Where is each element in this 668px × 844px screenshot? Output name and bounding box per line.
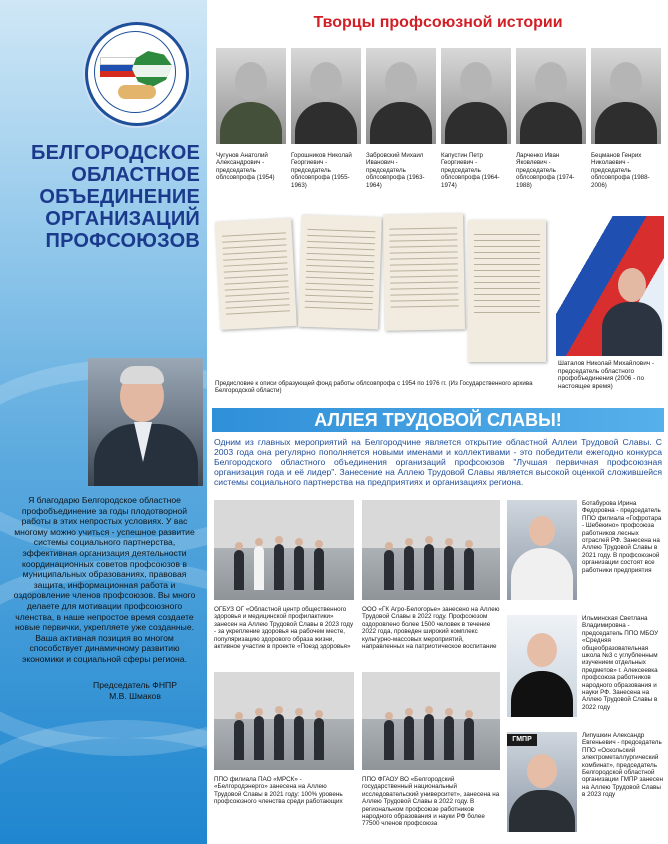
portrait-shatalov bbox=[556, 216, 664, 356]
portrait-botaburova bbox=[507, 500, 577, 600]
founder-card bbox=[291, 48, 361, 189]
current-chair-caption: Шаталов Николай Михайлович - председатель областного профобъединения (2006 - по настоящее время) bbox=[558, 360, 654, 390]
leader-caption: Ильминская Светлана Владимировна - председатель ППО МБОУ «Средняя общеобразовательная школа №3 с углубленным изучением отдельных предметов» г. Алексеевка профсоюза работников народного образования и науки РФ. Занесена на Аллею Трудовой Славы в 2022 году bbox=[582, 615, 659, 711]
founder-photo bbox=[291, 48, 361, 144]
founder-caption: Капустин Петр Георгиевич - председатель облсовпрофа (1964-1974) bbox=[441, 152, 500, 189]
alley-banner: АЛЛЕЯ ТРУДОВОЙ СЛАВЫ! bbox=[212, 408, 664, 432]
photo-caption: ППО филиала ПАО «МРСК» - «Белгородэнерго» занесена на Аллею Трудовой Славы в 2021 году: 100% уровень профсоюзного членства среди работающих bbox=[214, 776, 343, 806]
quote-signature bbox=[70, 680, 200, 701]
signature-role: Председатель ФНПР bbox=[93, 680, 177, 690]
leader-caption: Липушкин Александр Евгеньевич - председатель ППО «Оскольский электрометаллургический комбинат», председатель Белгородской областной организации ГМПР занесен на Аллею Трудовой Славы в 2023 году bbox=[582, 732, 663, 799]
signature-name: М.В. Шмаков bbox=[109, 690, 161, 701]
founder-photo bbox=[441, 48, 511, 144]
russian-flag-icon bbox=[100, 57, 138, 75]
founder-card bbox=[516, 48, 586, 189]
portrait-ilminskaya bbox=[507, 615, 577, 717]
founder-card bbox=[366, 48, 436, 189]
leader-caption: Ботабурова Ирина Федоровна - председатель ППО филиала «Гофротара - Шебекино» профсоюза работников лесных отраслей РФ. Занесена на Аллею Трудовой Славы в 2021 году. В профсоюзной организации состоят все работники предприятия bbox=[582, 500, 662, 574]
founder-caption: Чугунов Анатолий Александрович - председатель облсовпрофа (1954) bbox=[216, 152, 275, 182]
portrait-shmakov bbox=[88, 358, 203, 486]
section-title-founders: Творцы профсоюзной истории bbox=[313, 14, 563, 31]
founders-row bbox=[212, 48, 664, 208]
archive-documents bbox=[212, 212, 550, 377]
handshake-icon bbox=[118, 85, 156, 99]
founder-photo bbox=[366, 48, 436, 144]
quote-text: Я благодарю Белгородское областное профобъединение за годы плодотворной работы в этих непростых условиях. У вас многому можно учиться - успешное развитие системы социального партнерства, эффективная организация деятельности координационных советов профсоюзов в муниципальных образованиях, правовая защита, информационная работа и оздоровление членов профсоюзов. Вы много делаете для мотивации профсоюзного членства, в наше непростое время создаете новые первички, укрепляете уже созданные. Ваша активная позиция во многом способствует динамичному развитию экономики и социальной сферы региона. bbox=[13, 495, 196, 664]
photo-caption: ООО «ГК Агро-Белогорье» занесено на Аллею Трудовой Славы в 2022 году. Профсоюзом оздоровлено более 1500 человек в течение 2022 года, проведен широкий комплекс культурно-массовых мероприятий, направленных на патриотическое воспитание bbox=[362, 606, 500, 651]
photo-caption: ОГБУЗ ОГ «Областной центр общественного здоровья и медицинской профилактики» занесен на Аллею Трудовой Славы в 2023 году - за укрепление здоровья на рабочем месте, популяризацию здорового образа жизни, активное участие в проекте «Поезд здоровья» bbox=[214, 606, 354, 651]
left-panel bbox=[0, 0, 207, 844]
founder-caption: Горошников Николай Георгиевич - председатель облсовпрофа (1955-1963) bbox=[291, 152, 352, 189]
photo-caption: ППО ФГАОУ ВО «Белгородский государственный национальный исследовательский университет», занесена на Аллею Трудовой Славы в 2022 году. В региональном профсоюзе работников народного образования и науки РФ более 77500 членов профсоюза bbox=[362, 776, 500, 828]
group-photo bbox=[362, 672, 500, 770]
archive-page bbox=[468, 220, 546, 362]
group-photo bbox=[214, 672, 354, 770]
group-photo bbox=[362, 500, 500, 600]
group-photo bbox=[214, 500, 354, 600]
founder-card bbox=[441, 48, 511, 189]
founder-card bbox=[216, 48, 286, 182]
org-title: БЕЛГОРОДСКОЕ ОБЛАСТНОЕ ОБЪЕДИНЕНИЕ ОРГАНИЗАЦИЙ ПРОФСОЮЗОВ bbox=[31, 142, 200, 252]
founder-caption: Забровский Михаил Иванович - председатель облсовпрофа (1963-1964) bbox=[366, 152, 425, 189]
founder-photo bbox=[516, 48, 586, 144]
founder-card bbox=[591, 48, 661, 189]
portrait-lipushkin bbox=[507, 732, 577, 832]
archive-page bbox=[298, 215, 382, 330]
gmpr-badge: ГМПР bbox=[507, 734, 537, 746]
archive-caption: Предисловие к описи образующей фонд работы облсовпрофа с 1954 по 1976 гг. (Из Государственного архива Белгородской области) bbox=[215, 380, 533, 395]
founder-caption: Бецманов Генрих Николаевич - председатель облсовпрофа (1988-2006) bbox=[591, 152, 650, 189]
archive-page bbox=[383, 213, 465, 330]
org-logo bbox=[85, 22, 189, 126]
founder-caption: Ларченко Иван Яковлевич - председатель облсовпрофа (1974-1988) bbox=[516, 152, 575, 189]
alley-intro: Одним из главных мероприятий на Белгородчине является открытие областной Аллеи Трудовой Славы. С 2003 года она регулярно пополняется новыми именами и коллективами - это победители ежегодно конкурса Белгородского областного объединения организаций профсоюзов "Лучшая первичная профсоюзная организация года и её лидер". Занесение на Аллею Трудовой Славы является высокой оценкой сложившейся системы социального партнерства на предприятиях и организациях региона. bbox=[214, 437, 662, 487]
founder-photo bbox=[216, 48, 286, 144]
archive-page bbox=[215, 218, 297, 330]
founder-photo bbox=[591, 48, 661, 144]
